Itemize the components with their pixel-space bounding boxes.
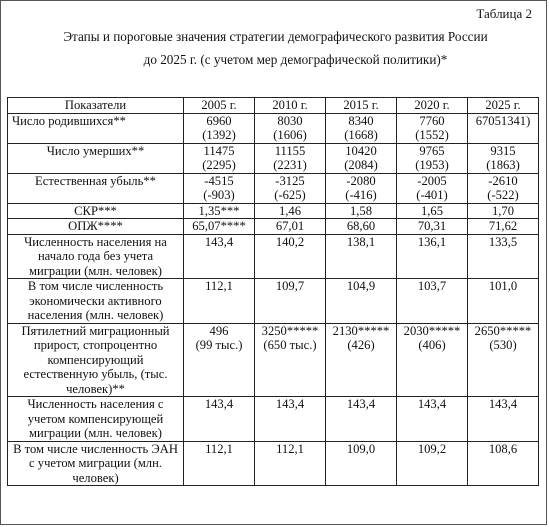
value-cell — [184, 173, 255, 203]
cell-value: 9315 — [490, 143, 516, 158]
cell-value: 143,4 — [417, 397, 447, 411]
table-row — [8, 323, 539, 397]
value-cell — [397, 279, 468, 324]
value-cell — [397, 219, 468, 235]
value-cell — [184, 219, 255, 235]
indicator-name: ОПЖ**** — [8, 219, 184, 235]
value-cell — [255, 143, 326, 173]
cell-value: 2030***** — [403, 323, 461, 338]
value-cell — [397, 234, 468, 279]
value-cell — [468, 279, 539, 324]
cell-value: 140,2 — [275, 234, 305, 249]
table-row — [8, 173, 539, 203]
value-cell — [326, 323, 397, 397]
value-cell — [184, 279, 255, 324]
indicator-name: В том числе численность экономически активного населения (млн. человек) — [8, 279, 184, 324]
value-cell — [255, 203, 326, 219]
cell-value: 143,4 — [204, 234, 234, 249]
table-row — [8, 397, 539, 442]
value-cell — [326, 279, 397, 324]
table-number: Таблица 2 — [476, 6, 532, 21]
cell-value: 136,1 — [417, 234, 447, 249]
cell-value: 67,01 — [275, 219, 305, 233]
cell-value: (426) — [347, 338, 375, 352]
value-cell — [397, 397, 468, 442]
header-year-2005: 2005 г. — [184, 98, 255, 114]
value-cell — [184, 397, 255, 442]
cell-value: 143,4 — [204, 397, 234, 411]
cell-value: 1,58 — [349, 203, 373, 218]
value-cell — [255, 219, 326, 235]
value-cell — [184, 441, 255, 486]
table-row — [8, 279, 539, 324]
cell-value: 133,5 — [488, 234, 518, 249]
value-cell — [184, 323, 255, 397]
value-cell — [184, 113, 255, 143]
table-title-line-1: Этапы и пороговые значения стратегии демографического развития России — [63, 29, 488, 44]
cell-value: 11155 — [274, 143, 306, 158]
cell-value: (650 тыс.) — [263, 338, 317, 352]
value-cell — [255, 397, 326, 442]
cell-value: 10420 — [345, 143, 377, 158]
value-cell — [397, 203, 468, 219]
cell-value: (2295) — [202, 158, 236, 172]
cell-value: (1392) — [202, 128, 236, 142]
value-cell — [397, 113, 468, 143]
cell-value: (-416) — [345, 188, 377, 202]
cell-value: 103,7 — [417, 279, 447, 293]
value-cell — [468, 234, 539, 279]
value-cell — [326, 173, 397, 203]
cell-value: -4515 — [204, 173, 234, 188]
value-cell — [468, 397, 539, 442]
value-cell — [326, 219, 397, 235]
value-cell — [326, 143, 397, 173]
value-cell — [468, 203, 539, 219]
cell-value: 71,62 — [488, 219, 518, 233]
header-year-2025: 2025 г. — [468, 98, 539, 114]
cell-value: (99 тыс.) — [195, 338, 243, 352]
cell-value: -2080 — [346, 173, 376, 188]
value-cell — [468, 219, 539, 235]
cell-value: 2650***** — [474, 323, 532, 338]
table-body — [8, 113, 539, 486]
cell-value: (2231) — [273, 158, 307, 172]
header-year-2020: 2020 г. — [397, 98, 468, 114]
cell-value: (1953) — [415, 158, 449, 172]
value-cell — [468, 143, 539, 173]
indicator-name: Численность населения на начало года без учета миграции (млн. человек) — [8, 234, 184, 279]
value-cell — [397, 173, 468, 203]
cell-value: (-401) — [416, 188, 448, 202]
value-cell — [326, 113, 397, 143]
cell-value: -2610 — [488, 173, 518, 188]
cell-value: 496 — [209, 323, 229, 338]
cell-value: 108,6 — [488, 441, 518, 456]
value-cell — [397, 441, 468, 486]
value-cell — [255, 279, 326, 324]
cell-value: (-625) — [274, 188, 306, 202]
cell-value: 1,35*** — [198, 203, 240, 218]
cell-value: 143,4 — [488, 397, 518, 411]
value-cell — [397, 323, 468, 397]
value-cell — [255, 234, 326, 279]
cell-value: (1863) — [486, 158, 520, 172]
value-cell — [326, 234, 397, 279]
table-row — [8, 441, 539, 486]
cell-value: (-522) — [487, 188, 519, 202]
value-cell — [255, 323, 326, 397]
cell-value: (2084) — [344, 158, 378, 172]
table-row — [8, 203, 539, 219]
table-row — [8, 234, 539, 279]
cell-value: (1606) — [273, 128, 307, 142]
value-cell — [255, 441, 326, 486]
value-cell — [326, 441, 397, 486]
cell-value: 68,60 — [346, 219, 376, 233]
header-year-2015: 2015 г. — [326, 98, 397, 114]
value-cell — [468, 441, 539, 486]
cell-value: 109,7 — [275, 279, 305, 293]
cell-value: 112,1 — [205, 441, 233, 456]
cell-value: (1668) — [344, 128, 378, 142]
table-row — [8, 143, 539, 173]
cell-value: 7760 — [419, 113, 445, 128]
indicator-name: СКР*** — [8, 203, 184, 219]
value-cell — [184, 203, 255, 219]
cell-value: 65,07**** — [192, 219, 246, 233]
value-cell — [326, 397, 397, 442]
value-cell — [184, 143, 255, 173]
cell-value: 1,70 — [491, 203, 515, 218]
table-row — [8, 219, 539, 235]
value-cell — [468, 173, 539, 203]
cell-value: 2130***** — [332, 323, 390, 338]
cell-value: -2005 — [417, 173, 447, 188]
value-cell — [255, 113, 326, 143]
value-cell — [468, 323, 539, 397]
table-row — [8, 113, 539, 143]
indicator-name: Пятилетний миграционный прирост, стопроцентно компенсирующий естественную убыль, (тыс. человек)** — [8, 323, 184, 397]
value-cell — [326, 203, 397, 219]
cell-value: -3125 — [275, 173, 305, 188]
cell-value: 112,1 — [205, 279, 233, 293]
cell-value: 1,46 — [278, 203, 302, 218]
cell-value: 6960 — [206, 113, 232, 128]
value-cell — [184, 234, 255, 279]
value-cell — [468, 113, 539, 143]
cell-value: 143,4 — [275, 397, 305, 411]
cell-value: 143,4 — [346, 397, 376, 411]
cell-value: (1552) — [415, 128, 449, 142]
cell-value: 70,31 — [417, 219, 447, 233]
cell-value: (530) — [489, 338, 517, 352]
table-title-line-2: до 2025 г. (с учетом мер демографической политики)* — [143, 52, 448, 67]
cell-value: (-903) — [203, 188, 235, 202]
cell-value: 3250***** — [261, 323, 319, 338]
cell-value: 9765 — [419, 143, 445, 158]
demography-table — [7, 97, 539, 486]
value-cell — [397, 143, 468, 173]
indicator-name: Число умерших** — [8, 143, 184, 173]
indicator-name: Численность населения с учетом компенсирующей миграции (млн. человек) — [8, 397, 184, 442]
cell-value: 109,2 — [417, 441, 447, 456]
indicator-name: Естественная убыль** — [8, 173, 184, 203]
header-indicator: Показатели — [8, 98, 184, 114]
cell-value: 104,9 — [346, 279, 376, 293]
header-row — [8, 98, 539, 114]
value-cell — [255, 173, 326, 203]
cell-value: 11475 — [203, 143, 235, 158]
cell-value: (406) — [418, 338, 446, 352]
cell-value: 101,0 — [488, 279, 518, 293]
cell-value: 1,65 — [420, 203, 444, 218]
cell-value: 138,1 — [346, 234, 376, 249]
header-year-2010: 2010 г. — [255, 98, 326, 114]
cell-value: 8030 — [277, 113, 303, 128]
cell-value: 109,0 — [346, 441, 376, 456]
indicator-name: В том числе численность ЭАН с учетом миграции (млн. человек) — [8, 441, 184, 486]
indicator-name: Число родившихся** — [8, 113, 184, 143]
cell-value: 8340 — [348, 113, 374, 128]
cell-value: 67051341) — [475, 113, 531, 128]
cell-value: 112,1 — [276, 441, 304, 456]
